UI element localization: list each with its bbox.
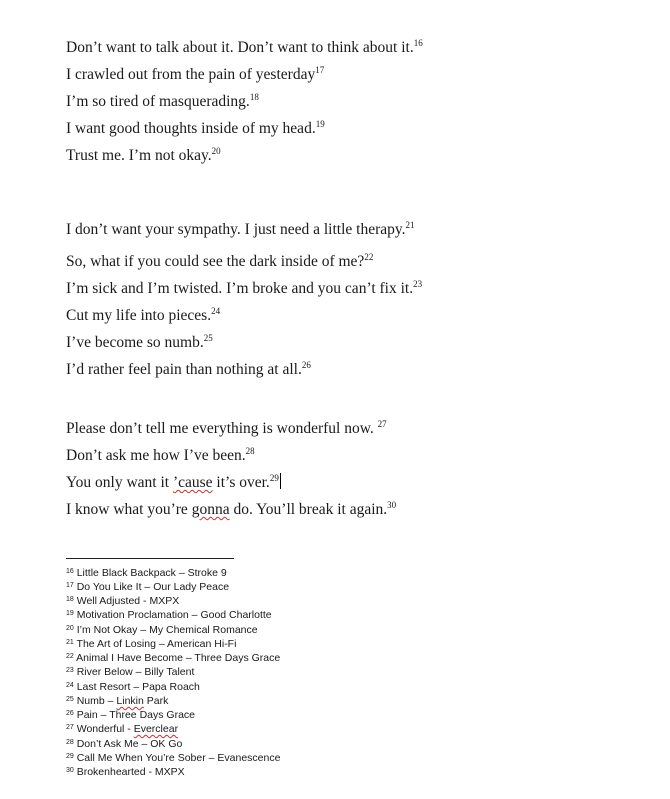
footnote-number: 27 <box>66 724 74 731</box>
lyric-text: I’m so tired of masquerading. <box>66 93 250 110</box>
footnote-number: 18 <box>66 596 74 603</box>
footnote-number: 26 <box>66 710 74 717</box>
footnote-text: Do You Like It – Our Lady Peace <box>76 581 230 593</box>
footnote-text: Well Adjusted - MXPX <box>76 595 180 607</box>
footnote-reference[interactable]: 28 <box>245 446 255 456</box>
footnote-number: 28 <box>66 739 74 746</box>
lyric-text: Don’t want to talk about it. Don’t want to think about it. <box>66 39 414 56</box>
footnote-number: 17 <box>66 582 74 589</box>
lyric-text: Don’t ask me how I’ve been. <box>66 447 246 464</box>
footnote-number: 21 <box>66 639 74 646</box>
lyric-text: Please don’t tell me everything is wonderful now. <box>66 420 378 437</box>
footnote-text: Numb – <box>76 695 117 707</box>
footnote-text: Brokenhearted - MXPX <box>76 766 185 778</box>
footnote-text: Pain – Three Days Grace <box>76 709 195 721</box>
footnote-reference[interactable]: 22 <box>364 252 374 262</box>
lyric-line[interactable] <box>66 473 281 494</box>
lyric-text: it’s over. <box>212 474 270 491</box>
lyric-line[interactable] <box>66 306 220 327</box>
lyric-text: I want good thoughts inside of my head. <box>66 120 316 137</box>
footnote-text: Don’t Ask Me – OK Go <box>76 738 183 750</box>
footnote-reference[interactable]: 18 <box>249 92 259 102</box>
footnote[interactable] <box>66 765 185 781</box>
lyric-line[interactable] <box>66 333 213 354</box>
footnote-number: 24 <box>66 682 74 689</box>
footnote-text: Park <box>143 695 169 707</box>
spelling-flagged-word[interactable]: Linkin <box>116 695 144 707</box>
footnote-text: Wonderful - <box>76 723 134 735</box>
lyric-text: I crawled out from the pain of yesterday <box>66 66 316 83</box>
footnote-reference[interactable]: 30 <box>387 500 397 510</box>
footnote-reference[interactable]: 23 <box>413 279 423 289</box>
lyric-text: I don’t want your sympathy. I just need a little therapy. <box>66 221 406 238</box>
footnote-number: 25 <box>66 696 74 703</box>
lyric-line[interactable] <box>66 360 311 381</box>
footnote-text: River Below – Billy Talent <box>76 666 195 678</box>
footnote-text: The Art of Losing – American Hi-Fi <box>76 638 237 650</box>
lyric-line[interactable] <box>66 38 423 59</box>
footnote-number: 30 <box>66 767 74 774</box>
footnote-text: I’m Not Okay – My Chemical Romance <box>76 624 258 636</box>
lyric-text: I’d rather feel pain than nothing at all. <box>66 361 302 378</box>
footnote-text: Animal I Have Become – Three Days Grace <box>76 652 281 664</box>
footnote-reference[interactable]: 16 <box>413 38 423 48</box>
lyric-line[interactable] <box>66 65 324 86</box>
lyric-text: So, what if you could see the dark inside of me? <box>66 253 365 270</box>
lyric-text: I’ve become so numb. <box>66 334 204 351</box>
footnote-separator <box>66 558 234 559</box>
lyric-text: do. You’ll break it again. <box>229 501 388 518</box>
footnote-number: 20 <box>66 625 74 632</box>
lyric-line[interactable] <box>66 252 373 273</box>
footnote-reference[interactable]: 20 <box>211 146 221 156</box>
footnote-text: Motivation Proclamation – Good Charlotte <box>76 609 272 621</box>
lyric-line[interactable] <box>66 419 387 440</box>
spelling-flagged-word[interactable]: ’cause <box>172 474 213 491</box>
footnote[interactable] <box>66 665 194 681</box>
footnote-reference[interactable]: 26 <box>301 360 311 370</box>
lyric-text: I know what you’re <box>66 501 192 518</box>
footnote-text: Last Resort – Papa Roach <box>76 681 200 693</box>
lyric-text: Trust me. I’m not okay. <box>66 147 212 164</box>
footnote[interactable] <box>66 722 178 738</box>
lyric-text: I’m sick and I’m twisted. I’m broke and you can’t fix it. <box>66 280 414 297</box>
lyric-line[interactable] <box>66 446 255 467</box>
lyric-line[interactable] <box>66 146 221 167</box>
footnote-reference[interactable]: 29 <box>269 473 279 483</box>
footnote-text: Call Me When You’re Sober – Evanescence <box>76 752 281 764</box>
lyric-line[interactable] <box>66 500 396 521</box>
spelling-flagged-word[interactable]: Everclear <box>133 723 179 735</box>
footnote-number: 22 <box>66 653 74 660</box>
footnote-number: 29 <box>66 753 74 760</box>
footnote-reference[interactable]: 25 <box>203 333 213 343</box>
footnote-reference[interactable]: 19 <box>315 119 325 129</box>
footnote-number: 19 <box>66 610 74 617</box>
footnote-reference[interactable]: 17 <box>315 65 325 75</box>
footnote-number: 16 <box>66 568 74 575</box>
lyric-line[interactable] <box>66 279 422 300</box>
lyric-text: Cut my life into pieces. <box>66 307 212 324</box>
lyric-line[interactable] <box>66 119 325 140</box>
text-cursor <box>280 473 281 489</box>
footnote-reference[interactable]: 27 <box>377 419 387 429</box>
spelling-flagged-word[interactable]: gonna <box>191 501 230 518</box>
footnote-reference[interactable]: 24 <box>211 306 221 316</box>
footnote[interactable] <box>66 608 272 624</box>
lyric-line[interactable] <box>66 220 415 241</box>
footnote-reference[interactable]: 21 <box>405 220 415 230</box>
footnote-number: 23 <box>66 667 74 674</box>
lyric-line[interactable] <box>66 92 259 113</box>
footnote-text: Little Black Backpack – Stroke 9 <box>76 567 227 579</box>
lyric-text: You only want it <box>66 474 173 491</box>
